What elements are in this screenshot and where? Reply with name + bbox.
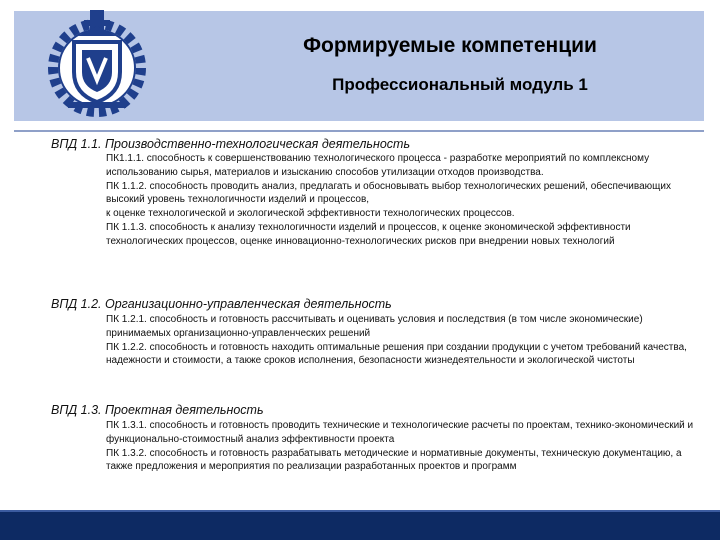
competency-pk-1-2-1: ПК 1.2.1. способность и готовность рассчитывать и оценивать условия и последствия (в том числе экономические) принимаемых организационно-управленческих решений [106,314,643,339]
slide-subtitle: Профессиональный модуль 1 [332,75,588,94]
footer-bar [0,512,720,540]
section-body-vpd-1-2 [106,313,696,368]
competency-pk-1-3-1: ПК 1.3.1. способность и готовность проводить технические и технологические расчеты по проектам, технико-экономический и функционально-стоимостный анализ эффективности проекта [106,420,694,445]
competency-pk-1-1-1: ПК1.1.1. способность к совершенствованию технологического процесса - разработке мероприятий по комплексному использованию сырья, материалов и изысканию способов утилизации отходов производства. [106,153,650,178]
section-body-vpd-1-1 [106,152,696,249]
slide-header [0,0,720,128]
competency-pk-1-1-2-cont: к оценке технологической и экологической эффективности технологических процессов. [106,208,515,220]
competency-pk-1-3-2: ПК 1.3.2. способность и готовность разрабатывать методические и нормативные документы, техническую документацию, а также предложения и мероприятия по реализации разработанных проектов и программ [106,447,682,473]
section-title-vpd-1-2: ВПД 1.2. Организационно-управленческая деятельность [51,297,392,311]
competency-pk-1-2-2: ПК 1.2.2. способность и готовность находить оптимальные решения при создании продукции с учетом требований качества, надежности и стоимости, а также сроков исполнения, безопасности жизнедеятельности и экологической чистоты [106,341,687,367]
slide-title: Формируемые компетенции [303,34,597,57]
section-title-vpd-1-3: ВПД 1.3. Проектная деятельность [51,403,264,417]
university-emblem-icon [38,6,156,124]
competency-pk-1-1-3: ПК 1.1.3. способность к анализу технологичности изделий и процессов, к оценке экономической эффективности технологических процессов, оценке инновационно-технологических рисков при внедрении новых технологий [106,221,631,247]
competency-pk-1-1-2: ПК 1.1.2. способность проводить анализ, предлагать и обосновывать выбор технологических решений, обеспечивающих высокий уровень технологичности изделий и процессов, [106,180,671,206]
section-body-vpd-1-3 [106,419,696,474]
section-title-vpd-1-1: ВПД 1.1. Производственно-технологическая деятельность [51,137,411,151]
header-divider [14,130,704,132]
